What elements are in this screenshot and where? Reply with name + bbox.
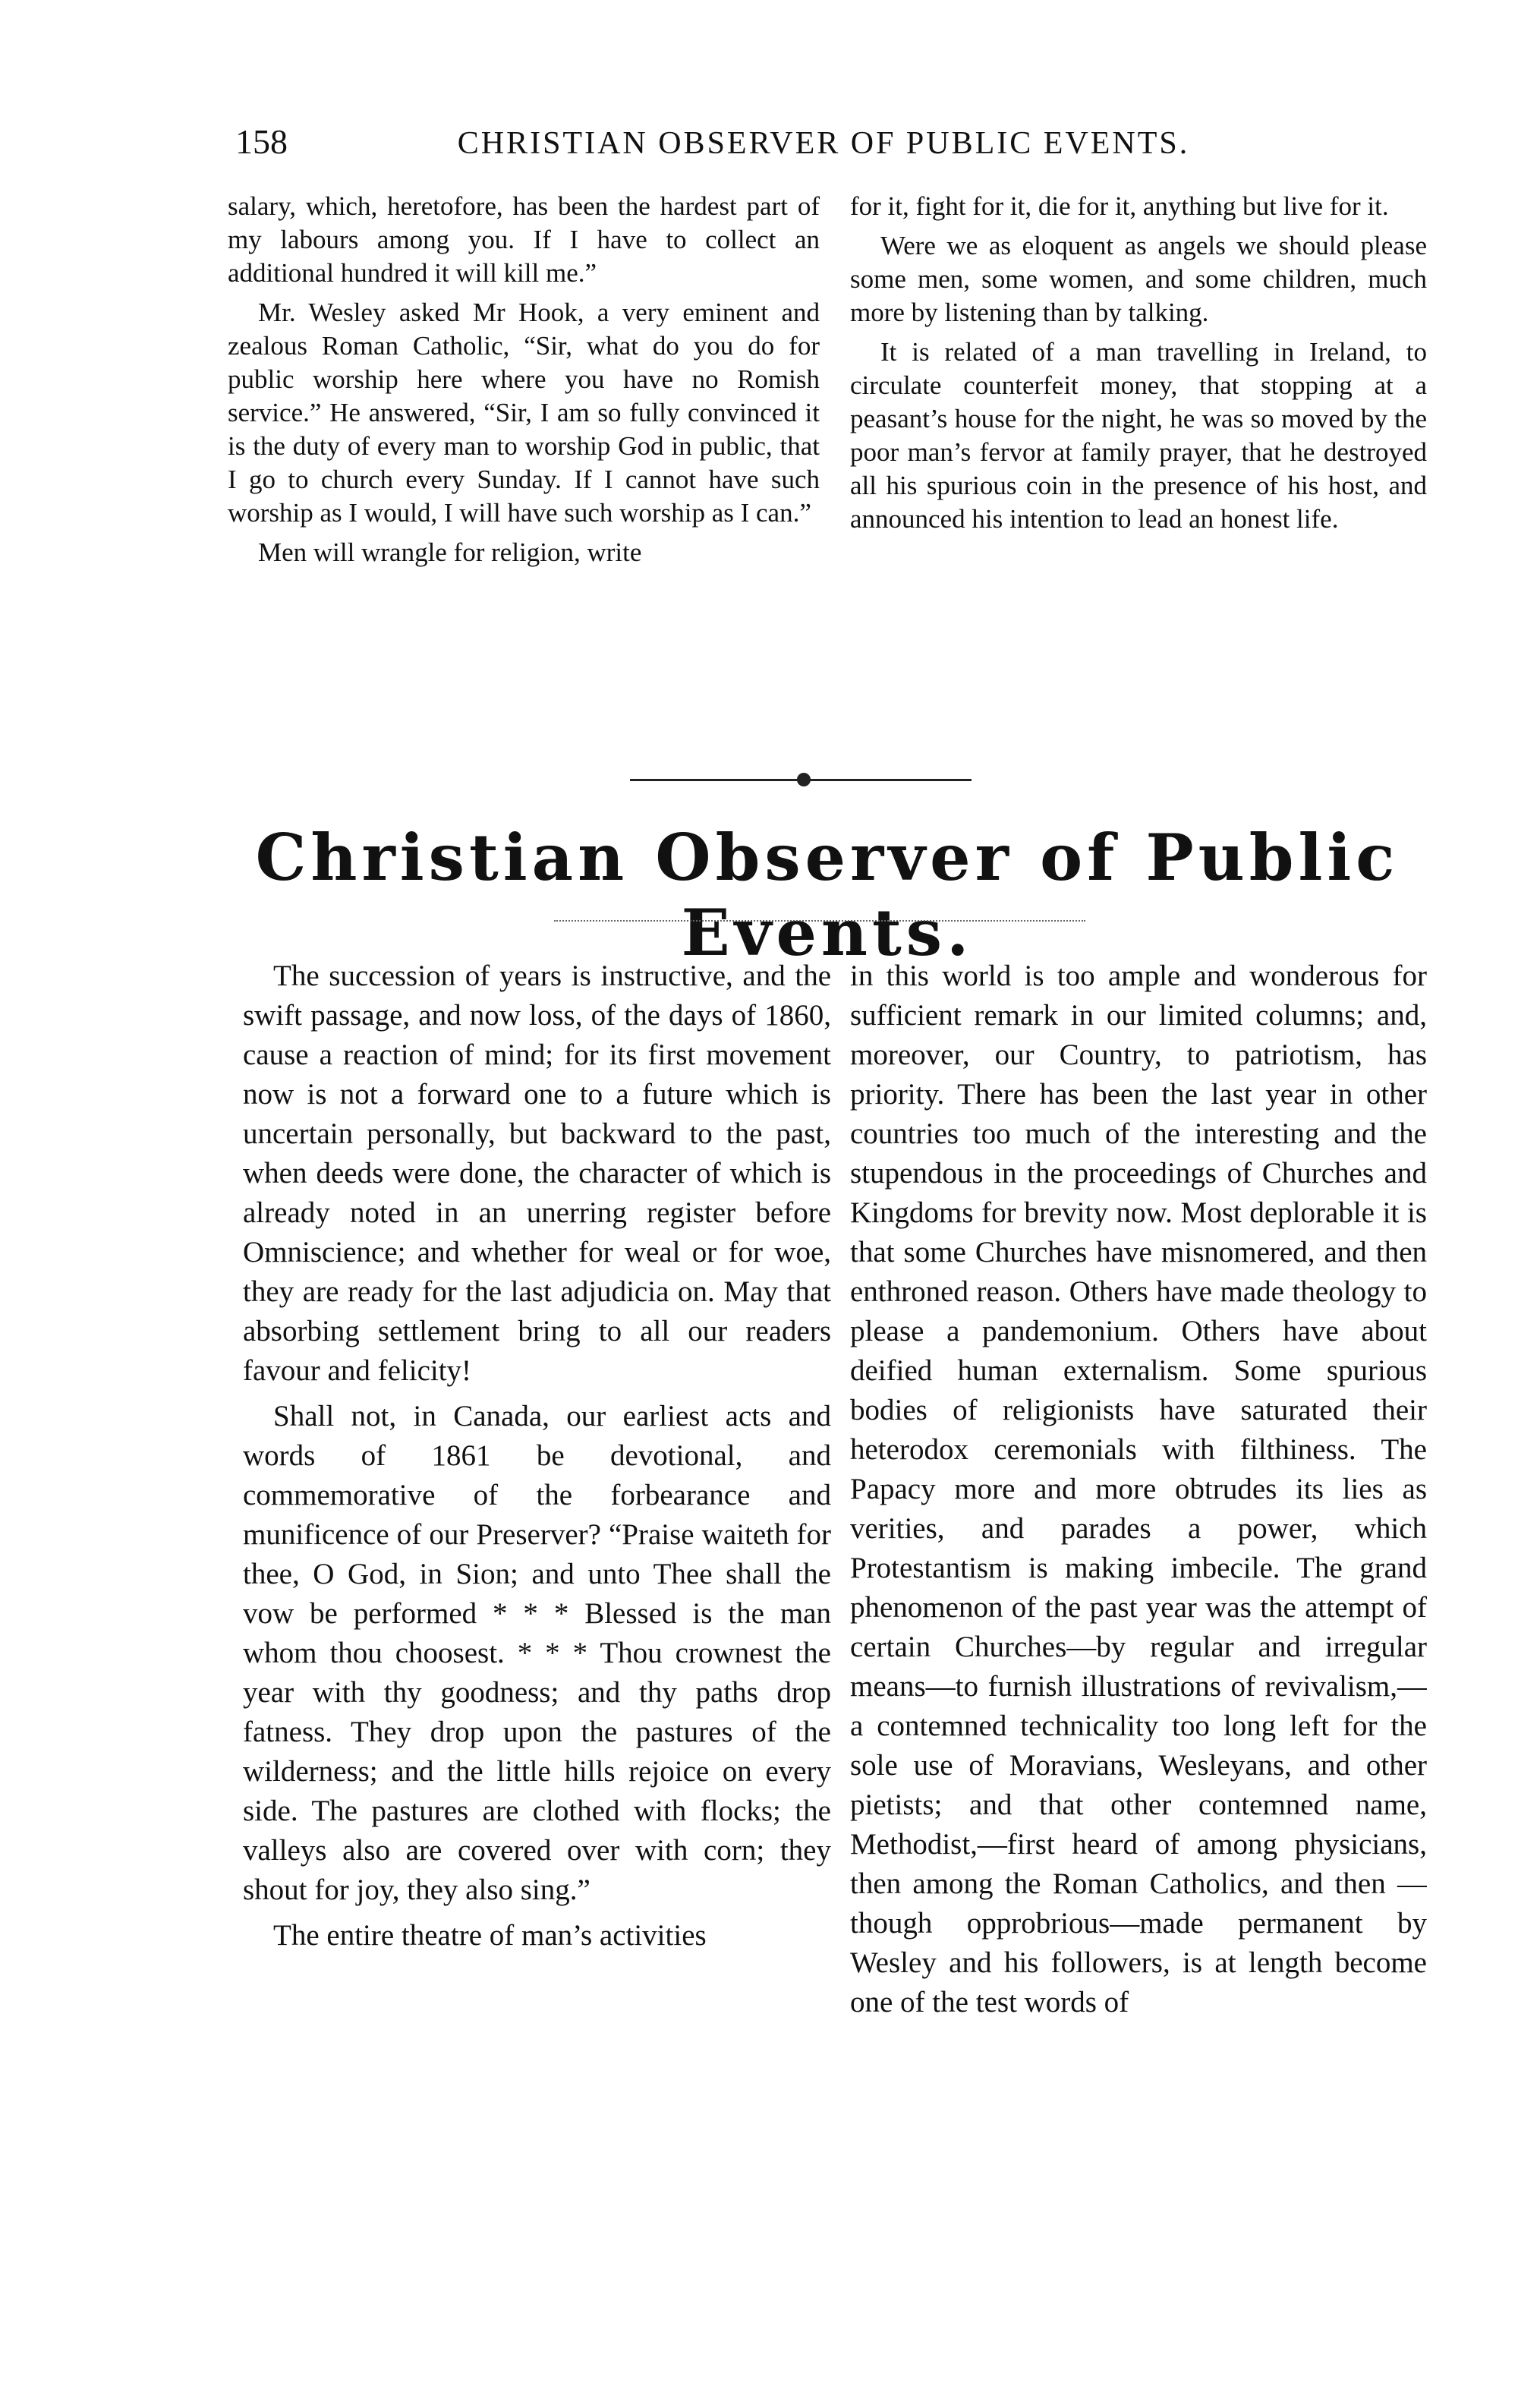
paragraph: in this world is too ample and wonderous for sufficient remark in our limited columns; and, moreover, our Country, to patriotism, has priority. There has been the last year in other countries too much of the interesting and the stupendous in the proceedings of Churches and Kingdoms for brevity now. Most deplorable it is that some Churches have misnomered, and then enthroned reason. Others have made theology to please a pandemonium. Others have about deified human externalism. Some spurious bodies of religionists have saturated their heterodox ceremonials with filthiness. The Papacy more and more obtrudes its lies as verities, and parades a power, which Protestantism is making imbecile. The grand phenomenon of the past year was the attempt of certain Churches—by regular and irregular means—to furnish illustrations of revivalism,—a contemned technicality too long left for the sole use of Moravians, Wesleyans, and other pietists; and that other contemned name, Methodist,—first heard of among physicians, then among the Roman Catholics, and then —though opprobrious—made permanent by Wesley and his followers, is at length become one of the test words of xyxy=(850,960,1427,2019)
paragraph: salary, which, heretofore, has been the hardest part of my labours among you. If I have to collect an additional hundred it will kill me.” xyxy=(228,191,820,288)
paragraph: Mr. Wesley asked Mr Hook, a very eminent and zealous Roman Catholic, “Sir, what do you do for public worship here where you have no Romish service.” He answered, “Sir, I am so fully convinced it is the duty of every man to worship God in public, that I go to church every Sunday. If I cannot have such worship as I would, I will have such worship as I can.” xyxy=(228,298,820,528)
title-flourish xyxy=(554,920,1085,937)
paragraph: for it, fight for it, die for it, anything but live for it. xyxy=(850,191,1389,221)
page-number: 158 xyxy=(235,122,288,161)
main-right-column xyxy=(850,956,1427,2338)
paragraph: The entire theatre of man’s activities xyxy=(273,1919,707,1952)
page-header xyxy=(235,121,1412,162)
top-right-column xyxy=(850,190,1427,736)
paragraph: Men will wrangle for religion, write xyxy=(258,537,642,567)
paragraph: Were we as eloquent as angels we should please some men, some women, and some children, much more by listening than by talking. xyxy=(850,231,1427,327)
top-left-column xyxy=(228,190,820,736)
main-left-column xyxy=(243,956,831,2338)
divider-ornament xyxy=(797,773,811,786)
paragraph: Shall not, in Canada, our earliest acts and words of 1861 be devotional, and commemorative of the forbearance and munificence of our Preserver? “Praise waiteth for thee, O God, in Sion; and unto Thee shall the vow be performed * * * Blessed is the man whom thou choosest. * * * Thou crownest the year with thy goodness; and thy paths drop fatness. They drop upon the pastures of the wilderness; and the little hills rejoice on every side. The pastures are clothed with flocks; the valleys also are covered over with corn; they shout for joy, they also sing.” xyxy=(243,1400,831,1906)
running-title: CHRISTIAN OBSERVER OF PUBLIC EVENTS. xyxy=(457,126,1190,161)
paragraph: The succession of years is instructive, and the swift passage, and now loss, of the days of 1860, cause a reaction of mind; for its first movement now is not a forward one to a future which is uncertain personally, but backward to the past, when deeds were done, the character of which is already noted in an unerring register before Omniscience; and whether for weal or for woe, they are ready for the last adjudicia on. May that absorbing settlement bring to all our readers favour and felicity! xyxy=(243,960,831,1387)
paragraph: It is related of a man travelling in Ireland, to circulate counterfeit money, that stopping at a peasant’s house for the night, he was so moved by the poor man’s fervor at family prayer, that he destroyed all his spurious coin in the presence of his host, and announced his intention to lead an honest life. xyxy=(850,337,1427,534)
section-title: Christian Observer of Public Events. xyxy=(255,820,1400,970)
